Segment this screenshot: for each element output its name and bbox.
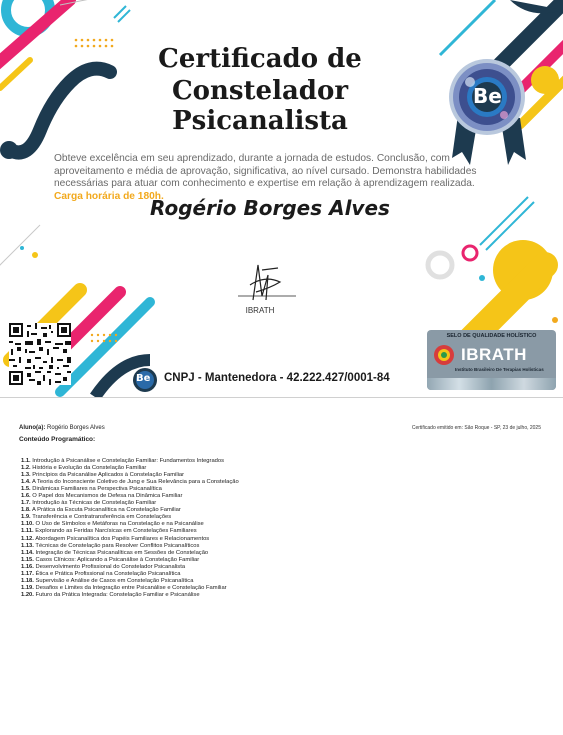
syllabus-item-text: Futuro da Prática Integrada: Constelação Familiar e Psicanálise [35,591,200,598]
syllabus-item [21,564,239,571]
syllabus-item [21,585,239,592]
syllabus-item [21,465,239,472]
signature-label: IBRATH [245,306,275,315]
syllabus-item-number: 1.2. [21,465,31,472]
syllabus-item-text: O Papel dos Mecanismos de Defesa na Dinâmica Familiar [32,493,183,500]
seal-top-text: SELO DE QUALIDADE HOLÍSTICO [446,333,537,339]
seal-hologram-strip [427,378,556,390]
syllabus-item-text: Transferência e Contratransferência em Constelações [32,514,172,521]
syllabus-item-number: 1.7. [21,500,31,507]
badge-label: Be [473,84,502,108]
syllabus-item-text: Desafios e Limites da Integração entre Psicanálise e Constelação Familiar [35,584,227,591]
transcript-page [0,397,563,735]
seal-subtitle: Instituto Brasileiro De Terapias Holísticas [455,367,544,372]
syllabus-item-text: Desenvolvimento Profissional do Constelador Psicanalista [35,563,186,570]
syllabus-item-number: 1.9. [21,514,31,521]
qr-code [9,323,71,385]
workload-text: Carga horária de 180h. [54,190,164,202]
syllabus-item-number: 1.5. [21,486,31,493]
syllabus-item [21,472,239,479]
syllabus-item [21,578,239,585]
syllabus-item-number: 1.19. [21,584,34,591]
syllabus-item-number: 1.11. [21,528,34,535]
syllabus-item-number: 1.4. [21,479,31,486]
syllabus-item [21,550,239,557]
syllabus-item [21,536,239,543]
syllabus-item-text: A Teoria do Inconsciente Coletivo de Jung e Sua Relevância para a Constelação [31,479,239,486]
syllabus-item-number: 1.16. [21,563,34,570]
syllabus-item [21,571,239,578]
recipient-name: Rogério Borges Alves [150,196,390,220]
be-logo-label: Be [136,373,151,384]
body-statement: Obteve excelência em seu aprendizado, durante a jornada de estudos. Conclusão, com aproveitamento e média de aprovação, significativa, ao nível cursado. Demonstra habilidades necessárias para atuar com conhecimento e expertise em relação à aprendizagem realizada. [54,153,477,189]
syllabus-item-number: 1.14. [21,549,34,556]
syllabus-item-number: 1.13. [21,542,34,549]
quality-seal [427,330,556,390]
student-name: Rogério Borges Alves [47,425,105,431]
syllabus-item-text: Explorando as Feridas Narcísicas em Constelações Familiares [35,528,197,535]
student-label: Aluno(a): [19,425,46,431]
syllabus-item-text: História e Evolução da Constelação Familiar [32,465,147,472]
syllabus-item [21,557,239,564]
syllabus-item-text: Supervisão e Análise de Casos em Constelação Psicanalítica [35,577,194,584]
syllabus-item [21,521,239,528]
issued-text: Certificado emitido em: São Roque - SP, 23 de julho, 2025 [411,425,541,431]
syllabus-item-number: 1.20. [21,591,34,598]
syllabus-item-number: 1.3. [21,472,31,479]
syllabus-item-text: O Uso de Símbolos e Metáforas na Constelação e na Psicanálise [35,521,204,528]
syllabus-list [21,458,239,599]
syllabus-item-text: Ética e Prática Profissional na Constelação Psicanalítica [35,570,181,577]
syllabus-item [21,500,239,507]
syllabus-item-number: 1.6. [21,493,31,500]
syllabus-item-text: Introdução às Técnicas de Constelação Familiar [32,500,157,507]
syllabus-item [21,479,239,486]
syllabus-item-number: 1.12. [21,535,34,542]
signature [238,265,296,300]
syllabus-item-number: 1.18. [21,577,34,584]
cnpj-text: CNPJ - Mantenedora - 42.222.427/0001-84 [164,372,390,384]
syllabus-item-text: Casos Clínicos: Aplicando a Psicanálise à Constelação Familiar [35,556,200,563]
syllabus-item-text: Integração de Técnicas Psicanalíticas em Sessões de Constelação [35,549,209,556]
syllabus-item-text: A Prática da Escuta Psicanalítica na Constelação Familiar [31,507,181,514]
syllabus-item-number: 1.15. [21,556,34,563]
certificate-title-line1: Certificado de [158,44,362,74]
syllabus-item-text: Abordagem Psicanalítica dos Papéis Familiares e Relacionamentos [35,535,210,542]
syllabus-item [21,592,239,599]
syllabus-item [21,493,239,500]
award-badge [449,59,526,165]
syllabus-item [21,528,239,535]
syllabus-item-number: 1.8. [21,507,31,514]
syllabus-item-number: 1.17. [21,570,34,577]
syllabus-item [21,486,239,493]
syllabus-item-number: 1.10. [21,521,34,528]
syllabus-item-number: 1.1. [21,458,31,464]
certificate-title-line2: Constelador Psicanalista [171,76,349,136]
syllabus-item-text: Técnicas de Constelação para Resolver Conflitos Psicanalíticos [35,542,200,549]
syllabus-item-text: Introdução à Psicanálise e Constelação Familiar: Fundamentos Integrados [32,458,225,464]
syllabus-item [21,543,239,550]
syllabus-item-text: Princípios da Psicanálise Aplicados à Constelação Familiar [32,472,185,479]
syllabus-item-text: Dinâmicas Familiares na Perspectiva Psicanalítica [32,486,162,493]
syllabus-item [21,507,239,514]
syllabus-item [21,514,239,521]
syllabus-heading: Conteúdo Programático: [19,436,96,443]
seal-brand: IBRATH [461,345,527,364]
syllabus-item [21,458,239,465]
seal-emblem-icon [433,344,455,366]
student-line [19,425,105,431]
